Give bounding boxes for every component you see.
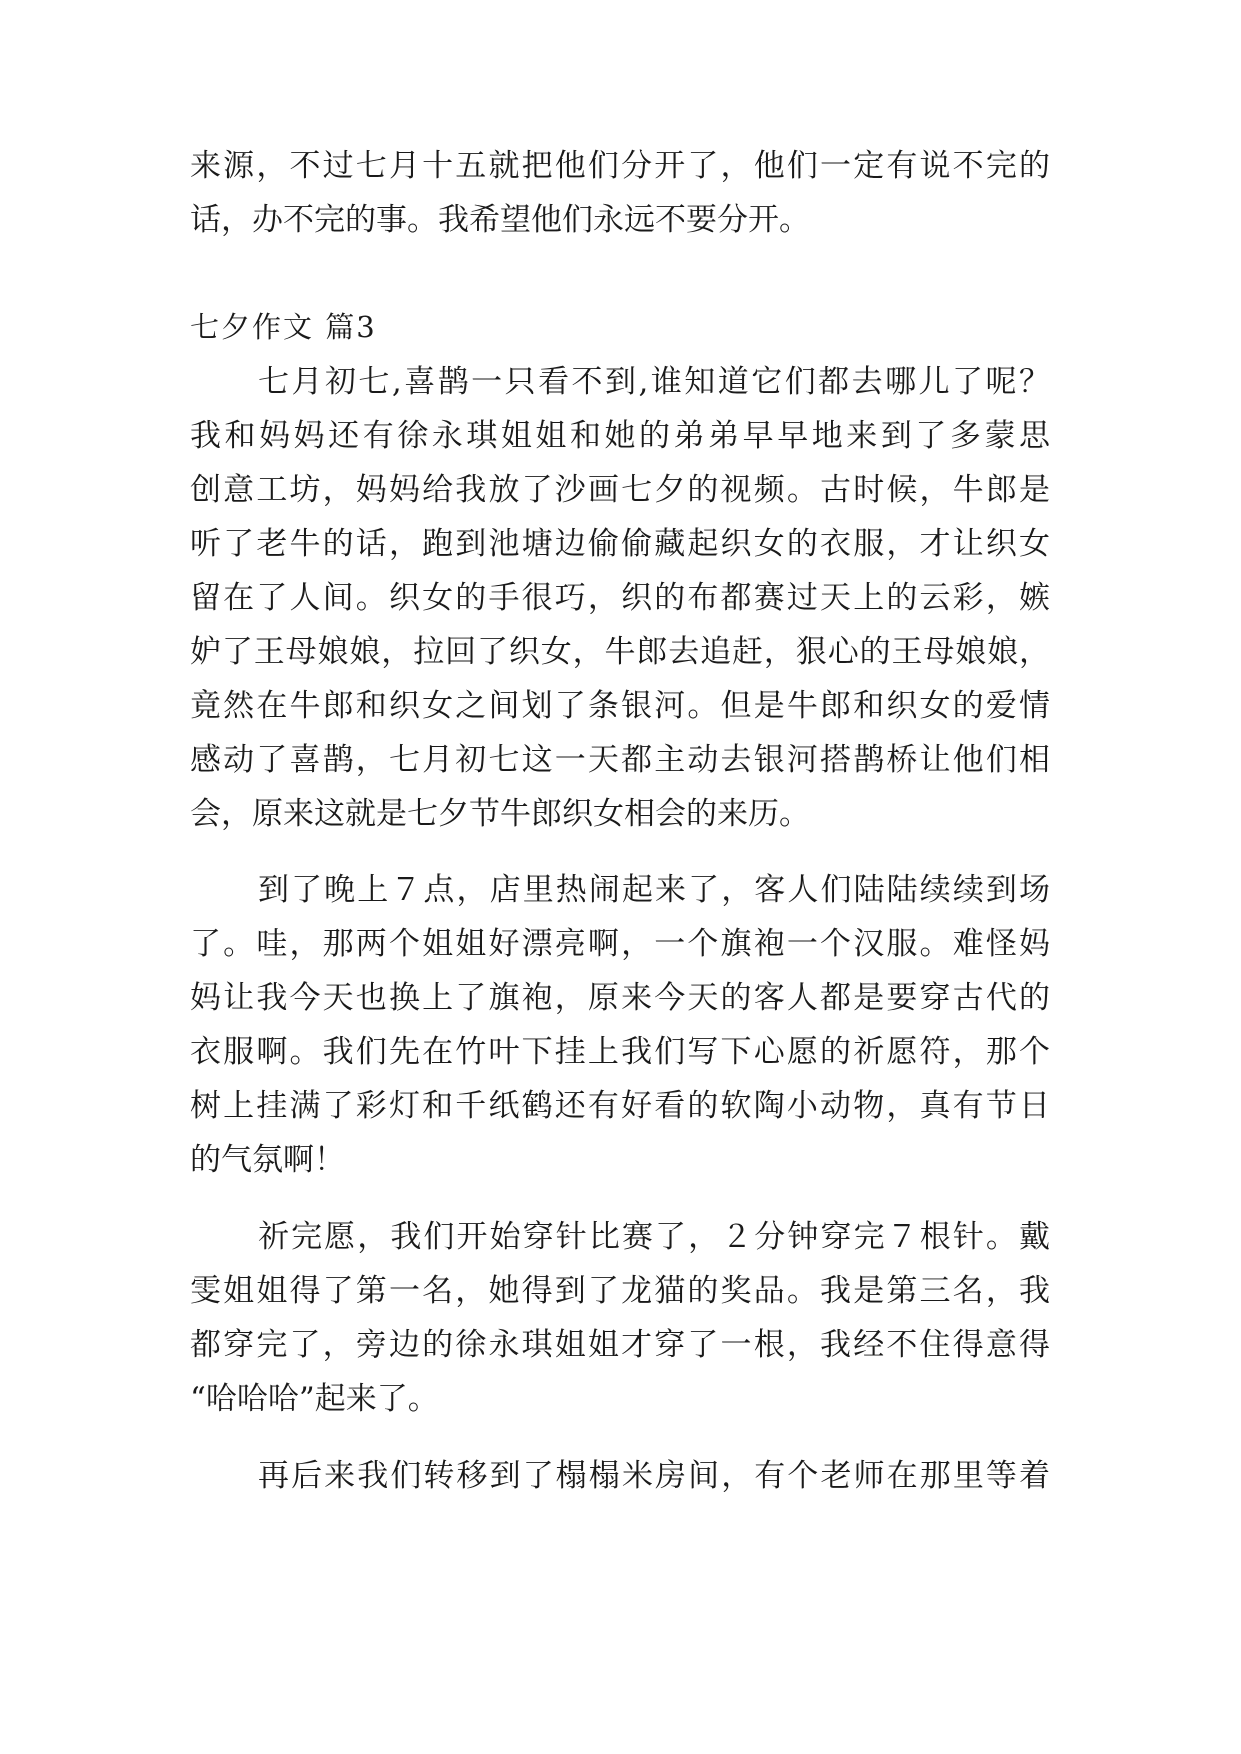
paragraph-line: 雯姐姐得了第一名，她得到了龙猫的奖品。我是第三名，我	[190, 1273, 1050, 1309]
paragraph-line: 感动了喜鹊，七月初七这一天都主动去银河搭鹊桥让他们相	[190, 742, 1050, 778]
section-title: 七夕作文 篇3	[190, 310, 377, 344]
intro-line: 来源，不过七月十五就把他们分开了，他们一定有说不完的	[190, 148, 1050, 184]
paragraph-line: 衣服啊。我们先在竹叶下挂上我们写下心愿的祈愿符，那个	[190, 1034, 1050, 1070]
paragraph-line: 了。哇，那两个姐姐好漂亮啊，一个旗袍一个汉服。难怪妈	[190, 926, 1050, 962]
paragraph-line: 都穿完了，旁边的徐永琪姐姐才穿了一根，我经不住得意得	[190, 1327, 1050, 1363]
paragraph-line: 七月初七,喜鹊一只看不到,谁知道它们都去哪儿了呢？	[258, 364, 1050, 400]
paragraph-line: 创意工坊，妈妈给我放了沙画七夕的视频。古时候，牛郎是	[190, 472, 1050, 508]
intro-line: 话，办不完的事。我希望他们永远不要分开。	[190, 202, 810, 238]
paragraph-line: 竟然在牛郎和织女之间划了条银河。但是牛郎和织女的爱情	[190, 688, 1050, 724]
paragraph-line: 我和妈妈还有徐永琪姐姐和她的弟弟早早地来到了多蒙思	[190, 418, 1050, 454]
paragraph-line: 祈完愿，我们开始穿针比赛了，２分钟穿完７根针。戴	[258, 1219, 1050, 1255]
paragraph-line: 妈让我今天也换上了旗袍，原来今天的客人都是要穿古代的	[190, 980, 1050, 1016]
paragraph-line: 会，原来这就是七夕节牛郎织女相会的来历。	[190, 796, 810, 832]
paragraph-line: 留在了人间。织女的手很巧，织的布都赛过天上的云彩，嫉	[190, 580, 1050, 616]
paragraph-line: 树上挂满了彩灯和千纸鹤还有好看的软陶小动物，真有节日	[190, 1088, 1050, 1124]
paragraph-line: “哈哈哈”起来了。	[190, 1381, 439, 1417]
paragraph-line: 再后来我们转移到了榻榻米房间，有个老师在那里等着	[258, 1458, 1050, 1494]
paragraph-line: 的气氛啊！	[190, 1142, 345, 1178]
paragraph-line: 到了晚上７点，店里热闹起来了，客人们陆陆续续到场	[258, 872, 1050, 908]
paragraph-line: 听了老牛的话，跑到池塘边偷偷藏起织女的衣服，才让织女	[190, 526, 1050, 562]
paragraph-line: 妒了王母娘娘，拉回了织女，牛郎去追赶，狠心的王母娘娘，	[190, 634, 1050, 670]
